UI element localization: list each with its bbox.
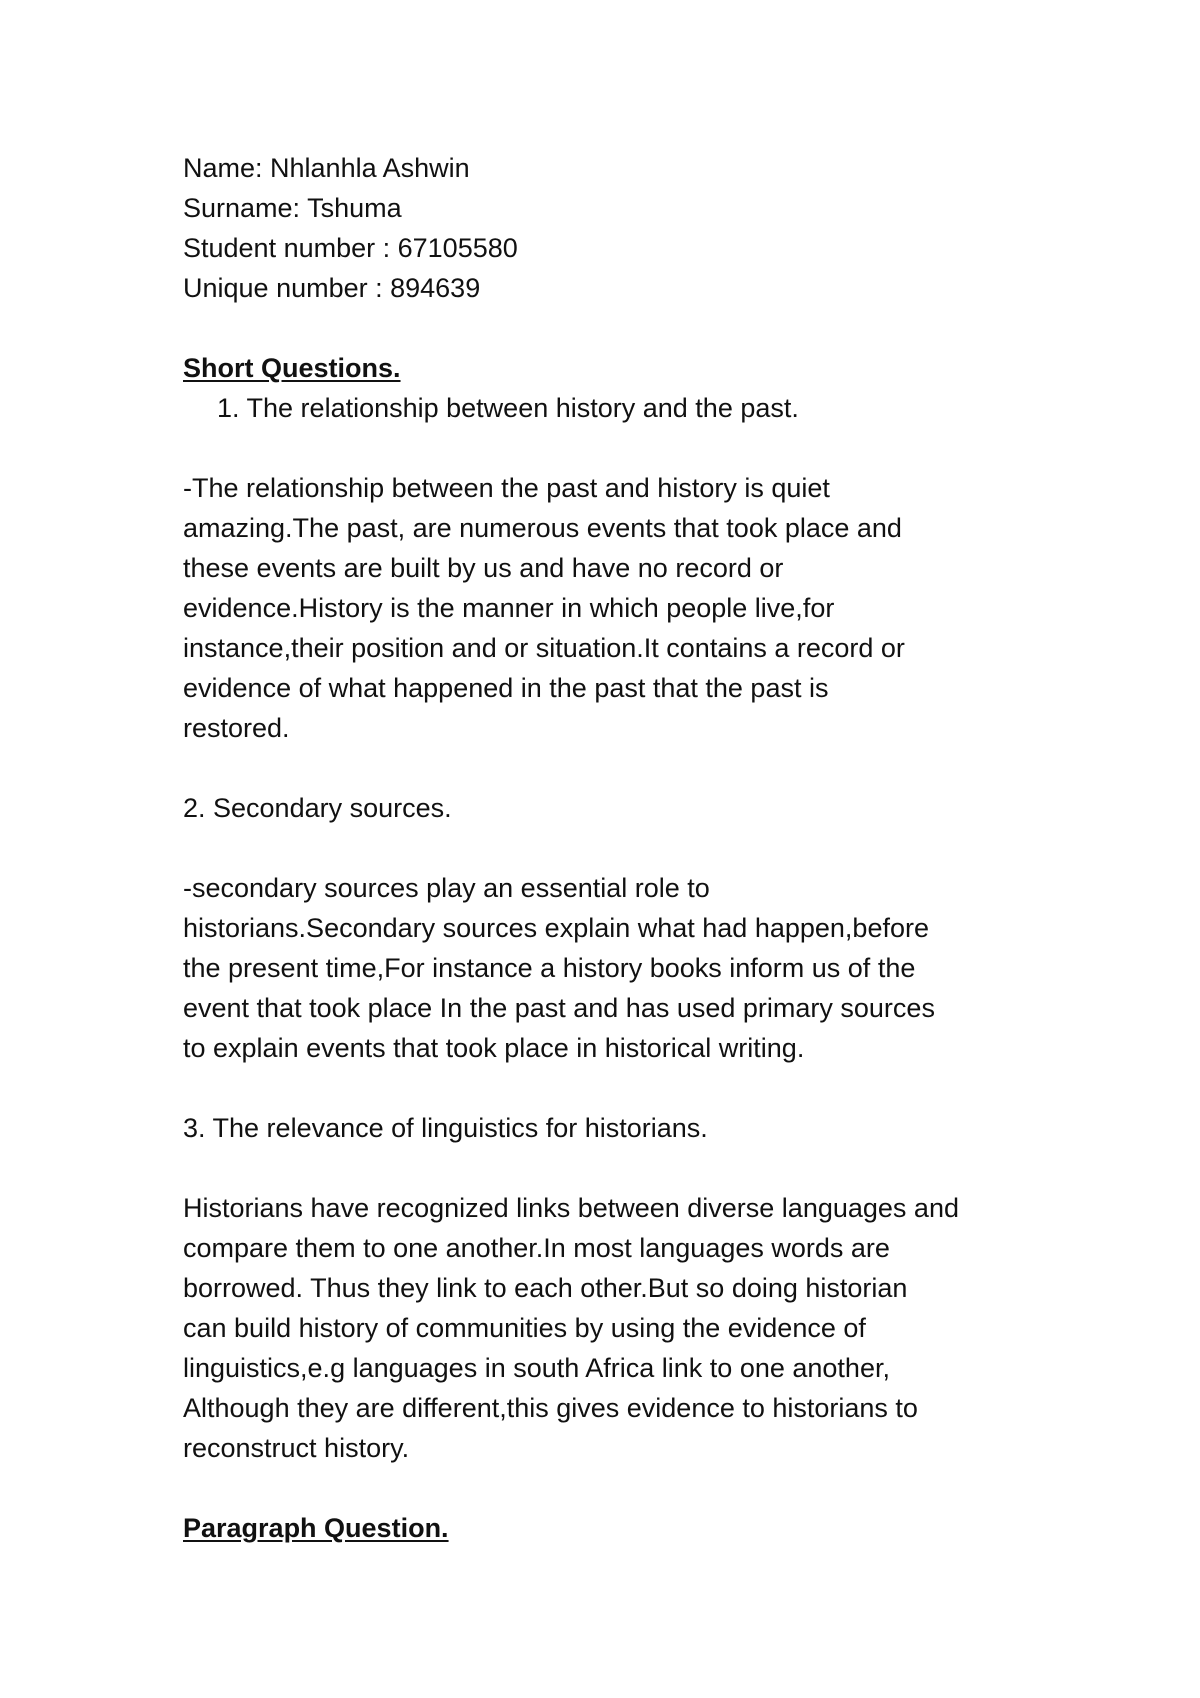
spacer: [183, 748, 1063, 788]
question-1-answer: [183, 468, 1063, 748]
answer-line: restored.: [183, 713, 290, 743]
student-number: Student number : 67105580: [183, 233, 518, 263]
answer-line: borrowed. Thus they link to each other.But so doing historian: [183, 1273, 908, 1303]
question-1-title: 1. The relationship between history and the past.: [217, 393, 799, 423]
answer-line: the present time,For instance a history books inform us of the: [183, 953, 916, 983]
spacer: [183, 1468, 1063, 1508]
student-name: Name: Nhlanhla Ashwin: [183, 153, 470, 183]
answer-line: can build history of communities by using the evidence of: [183, 1313, 866, 1343]
spacer: [183, 1148, 1063, 1188]
short-questions-heading: Short Questions.: [183, 353, 401, 383]
student-surname: Surname: Tshuma: [183, 193, 402, 223]
answer-line: -secondary sources play an essential role to: [183, 873, 710, 903]
question-3-answer: [183, 1188, 1063, 1468]
unique-number: Unique number : 894639: [183, 273, 481, 303]
answer-line: instance,their position and or situation.It contains a record or: [183, 633, 905, 663]
answer-line: to explain events that took place in historical writing.: [183, 1033, 805, 1063]
answer-line: these events are built by us and have no record or: [183, 553, 784, 583]
answer-line: evidence.History is the manner in which people live,for: [183, 593, 835, 623]
answer-line: evidence of what happened in the past that the past is: [183, 673, 829, 703]
spacer: [183, 1068, 1063, 1108]
paragraph-question-heading: Paragraph Question.: [183, 1513, 449, 1543]
answer-line: linguistics,e.g languages in south Africa link to one another,: [183, 1353, 890, 1383]
spacer: [183, 428, 1063, 468]
answer-line: historians.Secondary sources explain what had happen,before: [183, 913, 929, 943]
spacer: [183, 308, 1063, 348]
answer-line: reconstruct history.: [183, 1433, 410, 1463]
answer-line: event that took place In the past and has used primary sources: [183, 993, 935, 1023]
spacer: [183, 828, 1063, 868]
answer-line: compare them to one another.In most languages words are: [183, 1233, 890, 1263]
answer-line: amazing.The past, are numerous events that took place and: [183, 513, 902, 543]
question-2-title: 2. Secondary sources.: [183, 793, 452, 823]
question-2-answer: [183, 868, 1063, 1068]
question-3-title: 3. The relevance of linguistics for historians.: [183, 1113, 708, 1143]
answer-line: -The relationship between the past and history is quiet: [183, 473, 830, 503]
answer-line: Although they are different,this gives evidence to historians to: [183, 1393, 918, 1423]
answer-line: Historians have recognized links between diverse languages and: [183, 1193, 959, 1223]
document-content: [183, 148, 1063, 1548]
